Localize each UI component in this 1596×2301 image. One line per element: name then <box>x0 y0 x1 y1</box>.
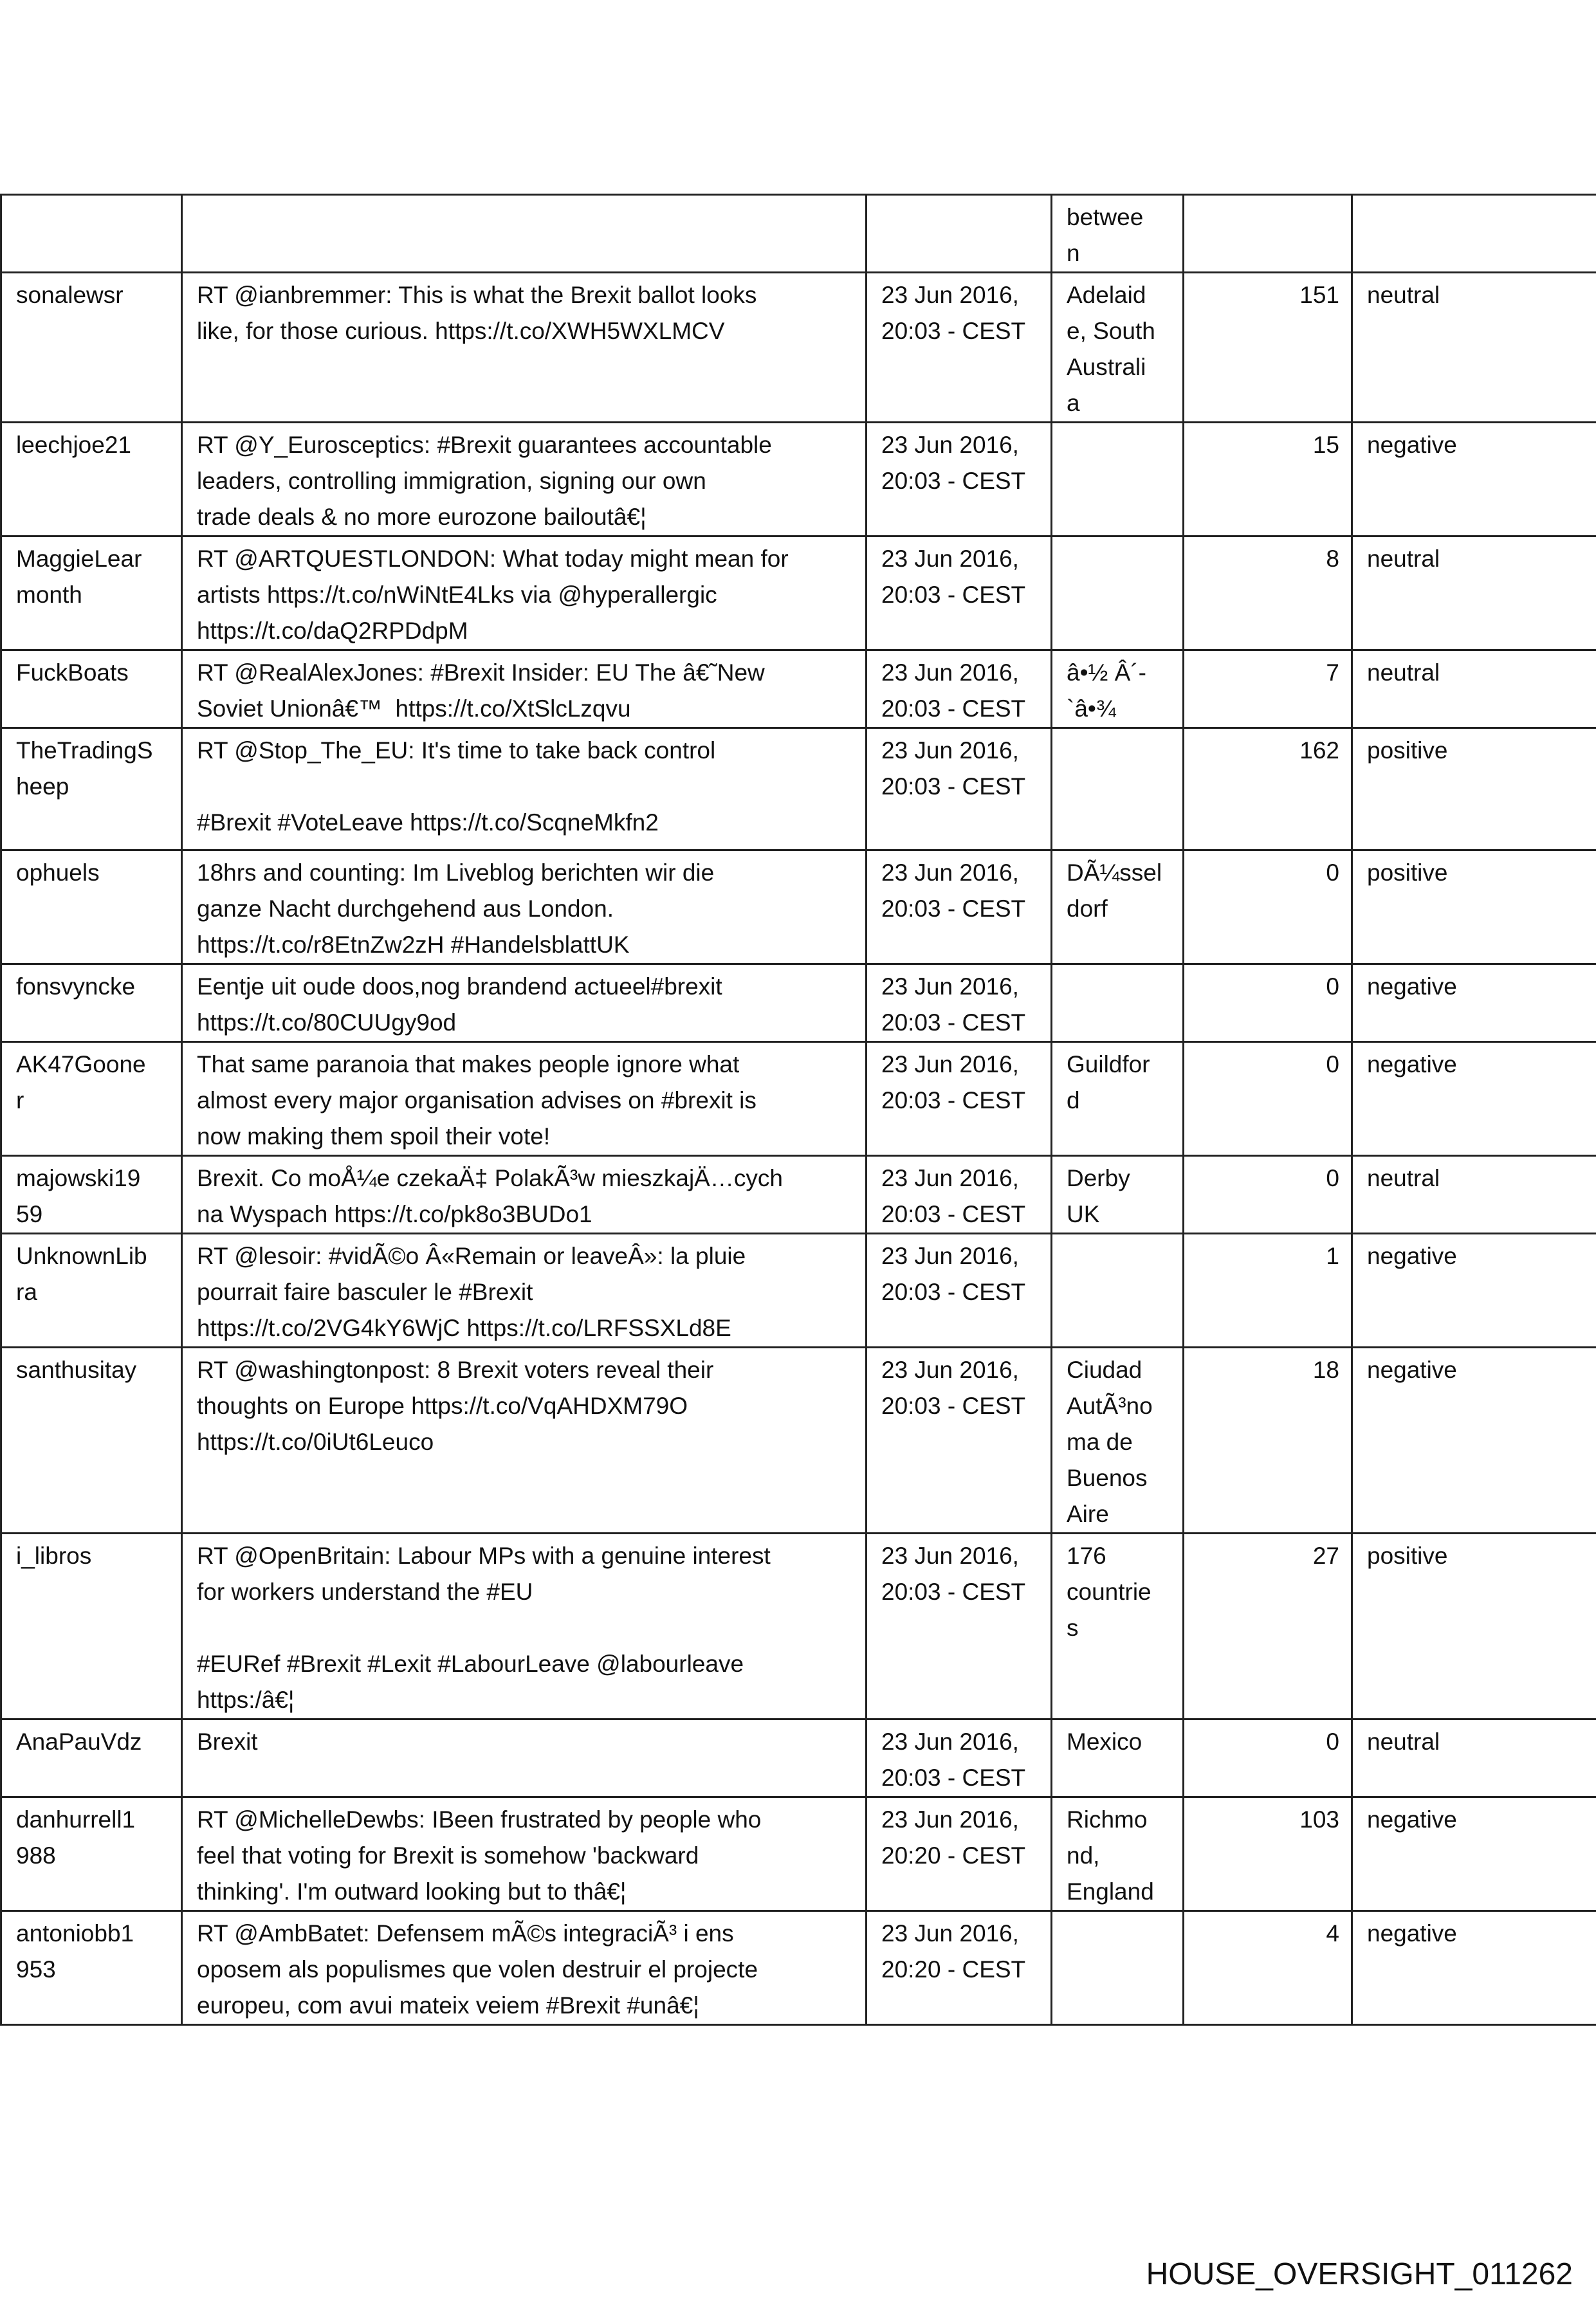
table-row <box>1 1719 1596 1797</box>
count-cell: 103 <box>1184 1797 1352 1911</box>
count-cell: 151 <box>1184 273 1352 423</box>
table-row <box>1 1797 1596 1911</box>
location-cell <box>1052 423 1184 536</box>
sentiment-cell: neutral <box>1352 650 1596 728</box>
user-cell: antoniobb1 953 <box>1 1911 182 2025</box>
sentiment-cell: negative <box>1352 423 1596 536</box>
user-cell: AnaPauVdz <box>1 1719 182 1797</box>
count-cell: 8 <box>1184 536 1352 650</box>
date-cell: 23 Jun 2016, 20:03 - CEST <box>867 1156 1052 1234</box>
table-row <box>1 1156 1596 1234</box>
date-cell <box>867 195 1052 273</box>
table-row <box>1 273 1596 423</box>
user-cell: AK47Goone r <box>1 1042 182 1156</box>
table-row <box>1 1911 1596 2025</box>
location-cell <box>1052 1911 1184 2025</box>
user-cell: santhusitay <box>1 1348 182 1534</box>
date-cell: 23 Jun 2016, 20:03 - CEST <box>867 536 1052 650</box>
tweet-text-cell: RT @lesoir: #vidÃ©o Â«Remain or leaveÂ»: la pluie pourrait faire basculer le #Brexit https://t.co/2VG4kY6WjC https://t.co/LRFSSXLd8E <box>182 1234 867 1348</box>
table-row <box>1 536 1596 650</box>
table-row <box>1 850 1596 964</box>
user-cell <box>1 195 182 273</box>
date-cell: 23 Jun 2016, 20:03 - CEST <box>867 964 1052 1042</box>
tweet-text-cell: RT @washingtonpost: 8 Brexit voters reveal their thoughts on Europe https://t.co/VqAHDXM79O https://t.co/0iUt6Leuco <box>182 1348 867 1534</box>
sentiment-cell: positive <box>1352 728 1596 850</box>
user-cell: TheTradingS heep <box>1 728 182 850</box>
date-cell: 23 Jun 2016, 20:03 - CEST <box>867 1348 1052 1534</box>
date-cell: 23 Jun 2016, 20:03 - CEST <box>867 650 1052 728</box>
sentiment-cell: neutral <box>1352 1156 1596 1234</box>
sentiment-cell: negative <box>1352 1911 1596 2025</box>
count-cell: 7 <box>1184 650 1352 728</box>
date-cell: 23 Jun 2016, 20:20 - CEST <box>867 1911 1052 2025</box>
user-cell: majowski19 59 <box>1 1156 182 1234</box>
sentiment-cell: negative <box>1352 1042 1596 1156</box>
count-cell: 162 <box>1184 728 1352 850</box>
sentiment-cell: neutral <box>1352 1719 1596 1797</box>
date-cell: 23 Jun 2016, 20:03 - CEST <box>867 273 1052 423</box>
table-row <box>1 728 1596 850</box>
location-cell <box>1052 536 1184 650</box>
date-cell: 23 Jun 2016, 20:03 - CEST <box>867 1719 1052 1797</box>
count-cell: 4 <box>1184 1911 1352 2025</box>
sentiment-cell: positive <box>1352 1534 1596 1719</box>
user-cell: ophuels <box>1 850 182 964</box>
location-cell: Ciudad AutÃ³no ma de Buenos Aire <box>1052 1348 1184 1534</box>
location-cell: DÃ¼ssel dorf <box>1052 850 1184 964</box>
location-cell <box>1052 1234 1184 1348</box>
tweet-text-cell: RT @OpenBritain: Labour MPs with a genuine interest for workers understand the #EU #EURef #Brexit #Lexit #LabourLeave @labourleave https:/â€¦ <box>182 1534 867 1719</box>
count-cell: 27 <box>1184 1534 1352 1719</box>
date-cell: 23 Jun 2016, 20:20 - CEST <box>867 1797 1052 1911</box>
tweet-text-cell: Eentje uit oude doos,nog brandend actueel#brexit https://t.co/80CUUgy9od <box>182 964 867 1042</box>
tweet-text-cell: Brexit. Co moÅ¼e czekaÄ‡ PolakÃ³w mieszkajÄ…cych na Wyspach https://t.co/pk8o3BUDo1 <box>182 1156 867 1234</box>
location-cell <box>1052 728 1184 850</box>
location-cell: Richmo nd, England <box>1052 1797 1184 1911</box>
location-cell <box>1052 964 1184 1042</box>
user-cell: UnknownLib ra <box>1 1234 182 1348</box>
table-row <box>1 195 1596 273</box>
tweet-text-cell: RT @MichelleDewbs: IBeen frustrated by people who feel that voting for Brexit is somehow 'backward thinking'. I'm outward looking but to thâ€¦ <box>182 1797 867 1911</box>
count-cell: 0 <box>1184 850 1352 964</box>
tweet-text-cell: Brexit <box>182 1719 867 1797</box>
user-cell: danhurrell1 988 <box>1 1797 182 1911</box>
sentiment-cell <box>1352 195 1596 273</box>
location-cell: betwee n <box>1052 195 1184 273</box>
table-row <box>1 1234 1596 1348</box>
user-cell: fonsvyncke <box>1 964 182 1042</box>
tweets-table <box>0 194 1596 2026</box>
count-cell: 0 <box>1184 1042 1352 1156</box>
count-cell <box>1184 195 1352 273</box>
user-cell: FuckBoats <box>1 650 182 728</box>
location-cell: Adelaid e, South Australi a <box>1052 273 1184 423</box>
date-cell: 23 Jun 2016, 20:03 - CEST <box>867 1234 1052 1348</box>
count-cell: 0 <box>1184 1156 1352 1234</box>
sentiment-cell: positive <box>1352 850 1596 964</box>
count-cell: 0 <box>1184 964 1352 1042</box>
table-row <box>1 964 1596 1042</box>
sentiment-cell: neutral <box>1352 273 1596 423</box>
tweet-text-cell <box>182 195 867 273</box>
date-cell: 23 Jun 2016, 20:03 - CEST <box>867 728 1052 850</box>
date-cell: 23 Jun 2016, 20:03 - CEST <box>867 423 1052 536</box>
table-row <box>1 650 1596 728</box>
location-cell: â•½ Â´- `â•¾ <box>1052 650 1184 728</box>
count-cell: 18 <box>1184 1348 1352 1534</box>
user-cell: MaggieLear month <box>1 536 182 650</box>
user-cell: sonalewsr <box>1 273 182 423</box>
sentiment-cell: negative <box>1352 1234 1596 1348</box>
sentiment-cell: negative <box>1352 1797 1596 1911</box>
count-cell: 1 <box>1184 1234 1352 1348</box>
user-cell: leechjoe21 <box>1 423 182 536</box>
table-row <box>1 1042 1596 1156</box>
date-cell: 23 Jun 2016, 20:03 - CEST <box>867 1534 1052 1719</box>
count-cell: 0 <box>1184 1719 1352 1797</box>
location-cell: Guildfor d <box>1052 1042 1184 1156</box>
table-row <box>1 1534 1596 1719</box>
location-cell: Derby UK <box>1052 1156 1184 1234</box>
document-id-footer: HOUSE_OVERSIGHT_011262 <box>1146 2257 1573 2291</box>
sentiment-cell: negative <box>1352 964 1596 1042</box>
table-row <box>1 1348 1596 1534</box>
tweet-text-cell: RT @ARTQUESTLONDON: What today might mean for artists https://t.co/nWiNtE4Lks via @hyperallergic https://t.co/daQ2RPDdpM <box>182 536 867 650</box>
tweet-text-cell: RT @ianbremmer: This is what the Brexit ballot looks like, for those curious. https://t.co/XWH5WXLMCV <box>182 273 867 423</box>
date-cell: 23 Jun 2016, 20:03 - CEST <box>867 1042 1052 1156</box>
sentiment-cell: negative <box>1352 1348 1596 1534</box>
tweet-text-cell: RT @RealAlexJones: #Brexit Insider: EU The â€˜New Soviet Unionâ€™ https://t.co/XtSlcLzqvu <box>182 650 867 728</box>
sentiment-cell: neutral <box>1352 536 1596 650</box>
location-cell: 176 countrie s <box>1052 1534 1184 1719</box>
date-cell: 23 Jun 2016, 20:03 - CEST <box>867 850 1052 964</box>
tweet-text-cell: 18hrs and counting: Im Liveblog berichten wir die ganze Nacht durchgehend aus London. https://t.co/r8EtnZw2zH #HandelsblattUK <box>182 850 867 964</box>
tweet-text-cell: That same paranoia that makes people ignore what almost every major organisation advises on #brexit is now making them spoil their vote! <box>182 1042 867 1156</box>
tweet-text-cell: RT @Y_Eurosceptics: #Brexit guarantees accountable leaders, controlling immigration, signing our own trade deals & no more eurozone bailoutâ€¦ <box>182 423 867 536</box>
tweet-text-cell: RT @Stop_The_EU: It's time to take back control #Brexit #VoteLeave https://t.co/ScqneMkfn2 <box>182 728 867 850</box>
tweet-text-cell: RT @AmbBatet: Defensem mÃ©s integraciÃ³ i ens oposem als populismes que volen destruir el projecte europeu, com avui mateix veiem #Brexit #unâ€¦ <box>182 1911 867 2025</box>
user-cell: i_libros <box>1 1534 182 1719</box>
count-cell: 15 <box>1184 423 1352 536</box>
table-row <box>1 423 1596 536</box>
location-cell: Mexico <box>1052 1719 1184 1797</box>
